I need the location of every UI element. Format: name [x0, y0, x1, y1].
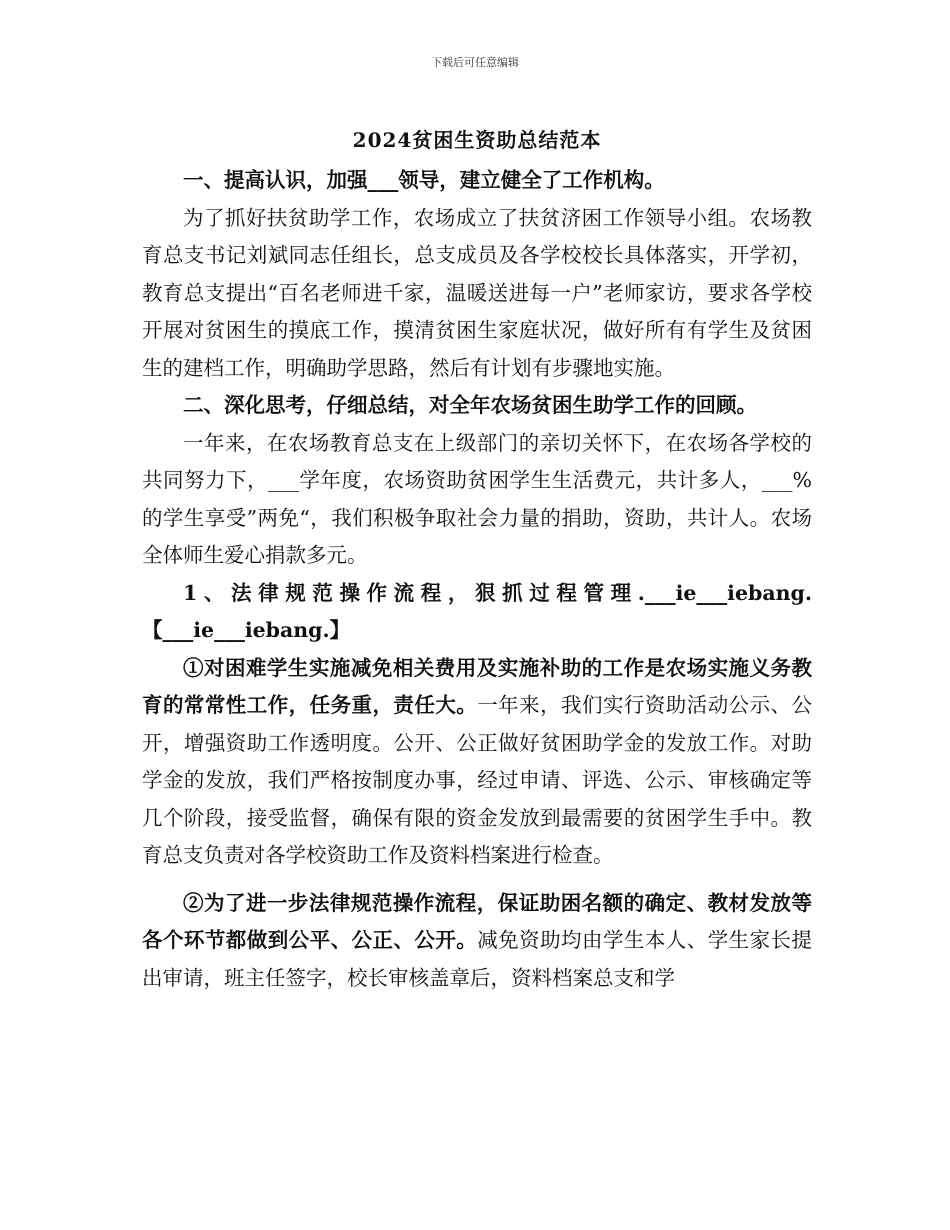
paragraph-4-bold: ②为了进一步法律规范操作流程，保证助困名额的确定、教材发放等各个环节都做到公平、公正、公开。	[142, 890, 812, 952]
paragraph-3	[142, 650, 812, 875]
paragraph-3-bold: ①对困难学生实施减免相关费用及实施补助的工作是农场实施义务教育的常常性工作，任务重，责任大。	[142, 655, 812, 717]
document-body	[142, 120, 812, 997]
header-note: 下载后可任意编辑	[431, 56, 519, 69]
section-heading-1: 一、提高认识，加强___领导，建立健全了工作机构。	[183, 168, 665, 192]
paragraph-4	[142, 885, 812, 998]
subsection-heading-1: 1、法律规范操作流程，狠抓过程管理.___ie___iebang.【___ie___iebang.】	[142, 580, 812, 642]
section-heading-2: 二、深化思考，仔细总结，对全年农场贫困生助学工作的回顾。	[183, 393, 757, 417]
paragraph-3-rest: 一年来，我们实行资助活动公示、公开，增强资助工作透明度。公开、公正做好贫困助学金的发放工作。对助学金的发放，我们严格按制度办事，经过申请、评选、公示、审核确定等几个阶段，接受监督，确保有限的资金发放到最需要的贫困学生手中。教育总支负责对各学校资助工作及资料档案进行检查。	[142, 693, 813, 867]
paragraph-2: 一年来，在农场教育总支在上级部门的亲切关怀下，在农场各学校的共同努力下，___学年度，农场资助贫困学生生活费元，共计多人，___%的学生享受”两免“，我们积极争取社会力量的捐助，资助，共计人。农场全体师生爱心捐款多元。	[142, 430, 812, 567]
document-title: 2024贫困生资助总结范本	[352, 128, 602, 152]
paragraph-1: 为了抓好扶贫助学工作，农场成立了扶贫济困工作领导小组。农场教育总支书记刘斌同志任组长，总支成员及各学校校长具体落实，开学初，教育总支提出“百名老师进千家，温暖送进每一户”老师家访，要求各学校开展对贫困生的摸底工作，摸清贫困生家庭状况，做好所有有学生及贫困生的建档工作，明确助学思路，然后有计划有步骤地实施。	[142, 205, 812, 380]
paragraph-4-rest: 减免资助均由学生本人、学生家长提出审请，班主任签字，校长审核盖章后，资料档案总支和学	[142, 928, 813, 990]
